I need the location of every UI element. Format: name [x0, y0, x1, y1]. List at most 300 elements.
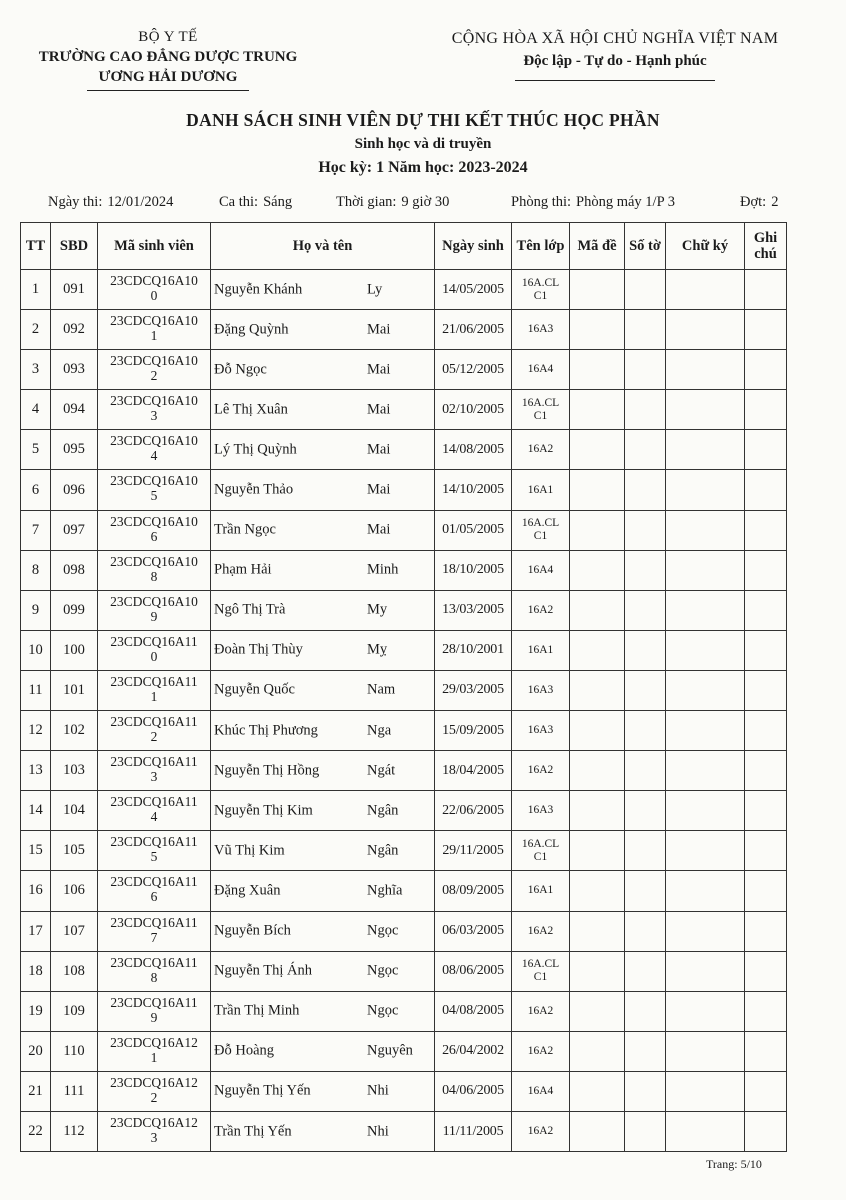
header-right-underline — [515, 80, 715, 81]
cell-signature — [666, 630, 745, 670]
cell-note — [745, 310, 787, 350]
family-name: Lý Thị Quỳnh — [214, 441, 297, 458]
class-name-part: 16A3 — [527, 683, 554, 696]
given-name: Mỵ — [367, 641, 388, 658]
cell-dob: 01/05/2005 — [435, 510, 512, 550]
cell-full-name — [211, 1071, 435, 1111]
table-row — [21, 510, 787, 550]
cell-exam-code — [570, 470, 625, 510]
national-motto: Độc lập - Tự do - Hạnh phúc — [523, 53, 707, 69]
cell-tt: 17 — [21, 911, 51, 951]
cell-sheet-count — [625, 831, 666, 871]
class-name-part: C1 — [533, 971, 548, 984]
subject-name: Sinh học và di truyền — [354, 136, 492, 152]
cell-exam-code — [570, 831, 625, 871]
student-id-part: 23CDCQ16A10 — [110, 353, 198, 369]
cell-dob: 28/10/2001 — [435, 630, 512, 670]
cell-signature — [666, 550, 745, 590]
family-name: Vũ Thị Kim — [214, 842, 285, 859]
cell-student-id — [98, 550, 211, 590]
cell-signature — [666, 991, 745, 1031]
cell-signature — [666, 1071, 745, 1111]
given-name: Mai — [367, 401, 391, 418]
class-name-part: 16A.CL — [521, 958, 560, 971]
student-id-part: 23CDCQ16A12 — [110, 1114, 198, 1130]
table-row — [21, 350, 787, 390]
cell-note — [745, 510, 787, 550]
cell-tt: 22 — [21, 1111, 51, 1151]
student-id-part: 2 — [150, 368, 158, 384]
cell-student-id — [98, 670, 211, 710]
header-left-underline — [87, 90, 249, 91]
student-id-part: 23CDCQ16A11 — [110, 834, 198, 850]
class-name-part: 16A2 — [527, 1044, 554, 1057]
class-name-part: C1 — [533, 530, 548, 543]
cell-sbd: 093 — [51, 350, 98, 390]
cell-sbd: 106 — [51, 871, 98, 911]
cell-student-id — [98, 390, 211, 430]
cell-sheet-count — [625, 510, 666, 550]
cell-exam-code — [570, 791, 625, 831]
cell-sheet-count — [625, 630, 666, 670]
cell-sheet-count — [625, 751, 666, 791]
cell-student-id — [98, 1031, 211, 1071]
student-id-part: 23CDCQ16A11 — [110, 633, 198, 649]
cell-class — [512, 1071, 570, 1111]
given-name: Mai — [367, 321, 391, 338]
student-id-part: 1 — [150, 688, 158, 704]
class-name-part: 16A.CL — [521, 276, 560, 289]
exam-batch — [740, 194, 778, 211]
class-name-part: 16A4 — [527, 563, 554, 576]
cell-sbd: 107 — [51, 911, 98, 951]
cell-note — [745, 791, 787, 831]
cell-note — [745, 670, 787, 710]
cell-sbd: 111 — [51, 1071, 98, 1111]
cell-sheet-count — [625, 791, 666, 831]
cell-note — [745, 1111, 787, 1151]
cell-signature — [666, 911, 745, 951]
cell-signature — [666, 751, 745, 791]
cell-full-name — [211, 590, 435, 630]
cell-tt: 11 — [21, 670, 51, 710]
class-name-part: 16A.CL — [521, 517, 560, 530]
cell-exam-code — [570, 1111, 625, 1151]
cell-sheet-count — [625, 1071, 666, 1111]
col-header-tt: TT — [21, 223, 51, 270]
cell-note — [745, 951, 787, 991]
cell-full-name — [211, 1031, 435, 1071]
student-id-part: 23CDCQ16A10 — [110, 273, 198, 288]
student-id-part: 23CDCQ16A10 — [110, 513, 198, 529]
given-name: Nhi — [367, 1082, 389, 1099]
cell-exam-code — [570, 1071, 625, 1111]
cell-sbd: 092 — [51, 310, 98, 350]
student-id-part: 4 — [150, 448, 158, 464]
cell-full-name — [211, 951, 435, 991]
cell-tt: 5 — [21, 430, 51, 470]
cell-sbd: 102 — [51, 711, 98, 751]
cell-student-id — [98, 310, 211, 350]
cell-full-name — [211, 791, 435, 831]
cell-student-id — [98, 871, 211, 911]
student-id-part: 2 — [150, 729, 158, 745]
cell-class — [512, 510, 570, 550]
cell-exam-code — [570, 991, 625, 1031]
cell-sbd: 112 — [51, 1111, 98, 1151]
given-name: Nam — [367, 681, 396, 698]
national-header — [430, 27, 800, 81]
cell-full-name — [211, 350, 435, 390]
student-id-part: 5 — [150, 488, 158, 504]
given-name: Mai — [367, 481, 391, 498]
cell-exam-code — [570, 911, 625, 951]
student-id-part: 5 — [150, 849, 158, 865]
given-name: Ngọc — [367, 922, 399, 939]
cell-dob: 22/06/2005 — [435, 791, 512, 831]
cell-full-name — [211, 670, 435, 710]
class-name-part: 16A4 — [527, 363, 554, 376]
exam-session-label: Ca thi: — [219, 194, 259, 210]
cell-dob: 14/05/2005 — [435, 270, 512, 310]
student-id-part: 3 — [150, 1129, 158, 1145]
cell-sheet-count — [625, 270, 666, 310]
given-name: Mai — [367, 441, 391, 458]
family-name: Đỗ Ngọc — [214, 361, 267, 378]
exam-time-label: Thời gian: — [336, 194, 397, 210]
cell-note — [745, 711, 787, 751]
cell-signature — [666, 951, 745, 991]
cell-note — [745, 430, 787, 470]
cell-note — [745, 751, 787, 791]
cell-signature — [666, 470, 745, 510]
cell-student-id — [98, 350, 211, 390]
cell-full-name — [211, 711, 435, 751]
given-name: Nga — [367, 722, 392, 739]
class-name-part: 16A4 — [527, 1084, 554, 1097]
cell-signature — [666, 350, 745, 390]
exam-date-label: Ngày thi: — [48, 194, 103, 210]
student-id-part: 1 — [150, 328, 158, 344]
cell-full-name — [211, 550, 435, 590]
given-name: Mai — [367, 521, 391, 538]
cell-tt: 2 — [21, 310, 51, 350]
class-name-part: 16A3 — [527, 804, 554, 817]
cell-tt: 19 — [21, 991, 51, 1031]
family-name: Trần Thị Minh — [214, 1002, 300, 1019]
family-name: Nguyễn Thị Ánh — [214, 962, 313, 979]
cell-sbd: 098 — [51, 550, 98, 590]
cell-note — [745, 350, 787, 390]
cell-sheet-count — [625, 310, 666, 350]
cell-exam-code — [570, 711, 625, 751]
cell-full-name — [211, 1111, 435, 1151]
class-name-part: 16A2 — [527, 603, 554, 616]
cell-exam-code — [570, 350, 625, 390]
cell-sheet-count — [625, 951, 666, 991]
given-name: Nhi — [367, 1123, 389, 1140]
student-id-part: 9 — [150, 608, 158, 624]
family-name: Nguyễn Quốc — [214, 681, 295, 698]
table-row — [21, 991, 787, 1031]
cell-signature — [666, 711, 745, 751]
table-header-row — [21, 223, 787, 270]
student-id-part: 23CDCQ16A12 — [110, 1034, 198, 1050]
cell-full-name — [211, 831, 435, 871]
cell-tt: 18 — [21, 951, 51, 991]
class-name-part: C1 — [533, 289, 548, 302]
cell-tt: 14 — [21, 791, 51, 831]
term-year: Học kỳ: 1 Năm học: 2023-2024 — [318, 159, 528, 176]
cell-dob: 29/11/2005 — [435, 831, 512, 871]
cell-dob: 18/10/2005 — [435, 550, 512, 590]
cell-student-id — [98, 430, 211, 470]
col-header-note: Ghi chú — [745, 223, 787, 270]
document-title: DANH SÁCH SINH VIÊN DỰ THI KẾT THÚC HỌC PHẦN — [186, 110, 660, 130]
student-id-part: 23CDCQ16A11 — [110, 874, 198, 890]
class-name-part: C1 — [533, 409, 548, 422]
cell-dob: 21/06/2005 — [435, 310, 512, 350]
student-id-part: 3 — [150, 408, 158, 424]
table-row — [21, 1071, 787, 1111]
cell-full-name — [211, 510, 435, 550]
exam-session — [219, 194, 292, 211]
cell-sheet-count — [625, 670, 666, 710]
student-id-part: 23CDCQ16A10 — [110, 393, 198, 409]
family-name: Nguyễn Thị Kim — [214, 802, 313, 819]
student-id-part: 23CDCQ16A11 — [110, 794, 198, 810]
family-name: Nguyễn Bích — [214, 922, 291, 939]
cell-exam-code — [570, 630, 625, 670]
family-name: Nguyễn Thị Hồng — [214, 762, 320, 779]
cell-dob: 08/06/2005 — [435, 951, 512, 991]
table-row — [21, 791, 787, 831]
class-name-part: 16A.CL — [521, 837, 560, 850]
cell-signature — [666, 1031, 745, 1071]
cell-sbd: 097 — [51, 510, 98, 550]
cell-class — [512, 350, 570, 390]
class-name-part: 16A1 — [527, 483, 554, 496]
cell-full-name — [211, 911, 435, 951]
cell-sheet-count — [625, 1031, 666, 1071]
school-name-line2: ƯƠNG HẢI DƯƠNG — [98, 69, 238, 85]
exam-room-value: Phòng máy 1/P 3 — [576, 194, 675, 210]
family-name: Trần Ngọc — [214, 521, 276, 538]
given-name: Ly — [367, 281, 383, 298]
cell-dob: 06/03/2005 — [435, 911, 512, 951]
cell-dob: 13/03/2005 — [435, 590, 512, 630]
table-row — [21, 751, 787, 791]
family-name: Đỗ Hoàng — [214, 1042, 275, 1059]
cell-class — [512, 711, 570, 751]
family-name: Ngô Thị Trà — [214, 601, 286, 618]
cell-dob: 04/08/2005 — [435, 991, 512, 1031]
cell-full-name — [211, 430, 435, 470]
cell-sbd: 109 — [51, 991, 98, 1031]
exam-room-label: Phòng thi: — [511, 194, 572, 210]
given-name: Nguyên — [367, 1042, 413, 1059]
cell-sheet-count — [625, 590, 666, 630]
student-id-part: 0 — [150, 288, 158, 303]
exam-batch-value: 2 — [771, 194, 779, 210]
cell-exam-code — [570, 550, 625, 590]
cell-sbd: 100 — [51, 630, 98, 670]
col-header-sign: Chữ ký — [666, 223, 745, 270]
cell-class — [512, 791, 570, 831]
cell-exam-code — [570, 951, 625, 991]
cell-sbd: 094 — [51, 390, 98, 430]
document-title-block — [0, 110, 846, 181]
cell-tt: 1 — [21, 270, 51, 310]
ministry-name: BỘ Y TẾ — [138, 29, 198, 45]
cell-dob: 18/04/2005 — [435, 751, 512, 791]
student-id-part: 23CDCQ16A11 — [110, 914, 198, 930]
class-name-part: 16A1 — [527, 884, 554, 897]
family-name: Đoàn Thị Thùy — [214, 641, 303, 658]
cell-full-name — [211, 871, 435, 911]
student-id-part: 1 — [150, 1049, 158, 1065]
exam-date-value: 12/01/2024 — [107, 194, 174, 210]
cell-sheet-count — [625, 871, 666, 911]
given-name: Minh — [367, 561, 399, 578]
cell-sbd: 096 — [51, 470, 98, 510]
cell-student-id — [98, 270, 211, 310]
cell-full-name — [211, 751, 435, 791]
table-row — [21, 310, 787, 350]
given-name: Ngân — [367, 842, 399, 859]
family-name: Đặng Quỳnh — [214, 321, 289, 338]
cell-class — [512, 270, 570, 310]
cell-signature — [666, 510, 745, 550]
cell-class — [512, 1111, 570, 1151]
cell-tt: 6 — [21, 470, 51, 510]
given-name: Ngát — [367, 762, 396, 779]
table-row — [21, 831, 787, 871]
cell-class — [512, 1031, 570, 1071]
student-id-part: 6 — [150, 889, 158, 905]
table-row — [21, 871, 787, 911]
table-row — [21, 670, 787, 710]
class-name-part: 16A2 — [527, 1004, 554, 1017]
cell-dob: 26/04/2002 — [435, 1031, 512, 1071]
class-name-part: 16A2 — [527, 443, 554, 456]
cell-tt: 8 — [21, 550, 51, 590]
cell-note — [745, 390, 787, 430]
cell-note — [745, 470, 787, 510]
student-id-part: 23CDCQ16A11 — [110, 673, 198, 689]
cell-full-name — [211, 470, 435, 510]
cell-student-id — [98, 751, 211, 791]
cell-sbd: 104 — [51, 791, 98, 831]
cell-exam-code — [570, 430, 625, 470]
cell-dob: 05/12/2005 — [435, 350, 512, 390]
cell-student-id — [98, 1071, 211, 1111]
cell-exam-code — [570, 1031, 625, 1071]
exam-session-value: Sáng — [263, 194, 293, 210]
cell-sheet-count — [625, 550, 666, 590]
student-id-part: 23CDCQ16A10 — [110, 433, 198, 449]
cell-sbd: 101 — [51, 670, 98, 710]
cell-exam-code — [570, 270, 625, 310]
cell-class — [512, 630, 570, 670]
given-name: Ngân — [367, 802, 399, 819]
cell-sheet-count — [625, 911, 666, 951]
class-name-part: 16A3 — [527, 724, 554, 737]
table-row — [21, 630, 787, 670]
table-row — [21, 550, 787, 590]
school-name-line1: TRƯỜNG CAO ĐẲNG DƯỢC TRUNG — [38, 49, 298, 65]
cell-note — [745, 871, 787, 911]
cell-signature — [666, 270, 745, 310]
cell-class — [512, 670, 570, 710]
family-name: Lê Thị Xuân — [214, 401, 288, 418]
cell-full-name — [211, 270, 435, 310]
exam-batch-label: Đợt: — [740, 194, 767, 210]
cell-note — [745, 831, 787, 871]
cell-full-name — [211, 630, 435, 670]
table-row — [21, 1111, 787, 1151]
family-name: Nguyễn Thị Yến — [214, 1082, 311, 1099]
cell-signature — [666, 590, 745, 630]
cell-sheet-count — [625, 430, 666, 470]
cell-student-id — [98, 991, 211, 1031]
cell-tt: 21 — [21, 1071, 51, 1111]
family-name: Khúc Thị Phương — [214, 722, 318, 739]
cell-dob: 04/06/2005 — [435, 1071, 512, 1111]
student-id-part: 7 — [150, 929, 158, 945]
exam-date — [48, 194, 173, 211]
class-name-part: 16A.CL — [521, 396, 560, 409]
cell-sheet-count — [625, 350, 666, 390]
cell-sbd: 103 — [51, 751, 98, 791]
cell-full-name — [211, 310, 435, 350]
cell-sheet-count — [625, 991, 666, 1031]
cell-full-name — [211, 390, 435, 430]
cell-exam-code — [570, 590, 625, 630]
cell-class — [512, 871, 570, 911]
table-row — [21, 911, 787, 951]
cell-class — [512, 991, 570, 1031]
cell-class — [512, 390, 570, 430]
cell-tt: 10 — [21, 630, 51, 670]
student-id-part: 23CDCQ16A11 — [110, 994, 198, 1010]
cell-exam-code — [570, 510, 625, 550]
family-name: Phạm Hải — [214, 561, 272, 578]
student-id-part: 2 — [150, 1089, 158, 1105]
cell-tt: 4 — [21, 390, 51, 430]
cell-signature — [666, 390, 745, 430]
cell-sbd: 099 — [51, 590, 98, 630]
cell-tt: 7 — [21, 510, 51, 550]
cell-student-id — [98, 590, 211, 630]
cell-sheet-count — [625, 470, 666, 510]
student-id-part: 23CDCQ16A10 — [110, 553, 198, 569]
cell-class — [512, 310, 570, 350]
student-id-part: 23CDCQ16A10 — [110, 593, 198, 609]
cell-sbd: 095 — [51, 430, 98, 470]
national-title: CỘNG HÒA XÃ HỘI CHỦ NGHĨA VIỆT NAM — [451, 30, 779, 47]
table-row — [21, 430, 787, 470]
cell-signature — [666, 791, 745, 831]
student-id-part: 8 — [150, 568, 158, 584]
family-name: Nguyễn Khánh — [214, 281, 303, 298]
table-row — [21, 390, 787, 430]
cell-tt: 15 — [21, 831, 51, 871]
cell-note — [745, 590, 787, 630]
cell-note — [745, 550, 787, 590]
cell-dob: 14/10/2005 — [435, 470, 512, 510]
cell-note — [745, 911, 787, 951]
